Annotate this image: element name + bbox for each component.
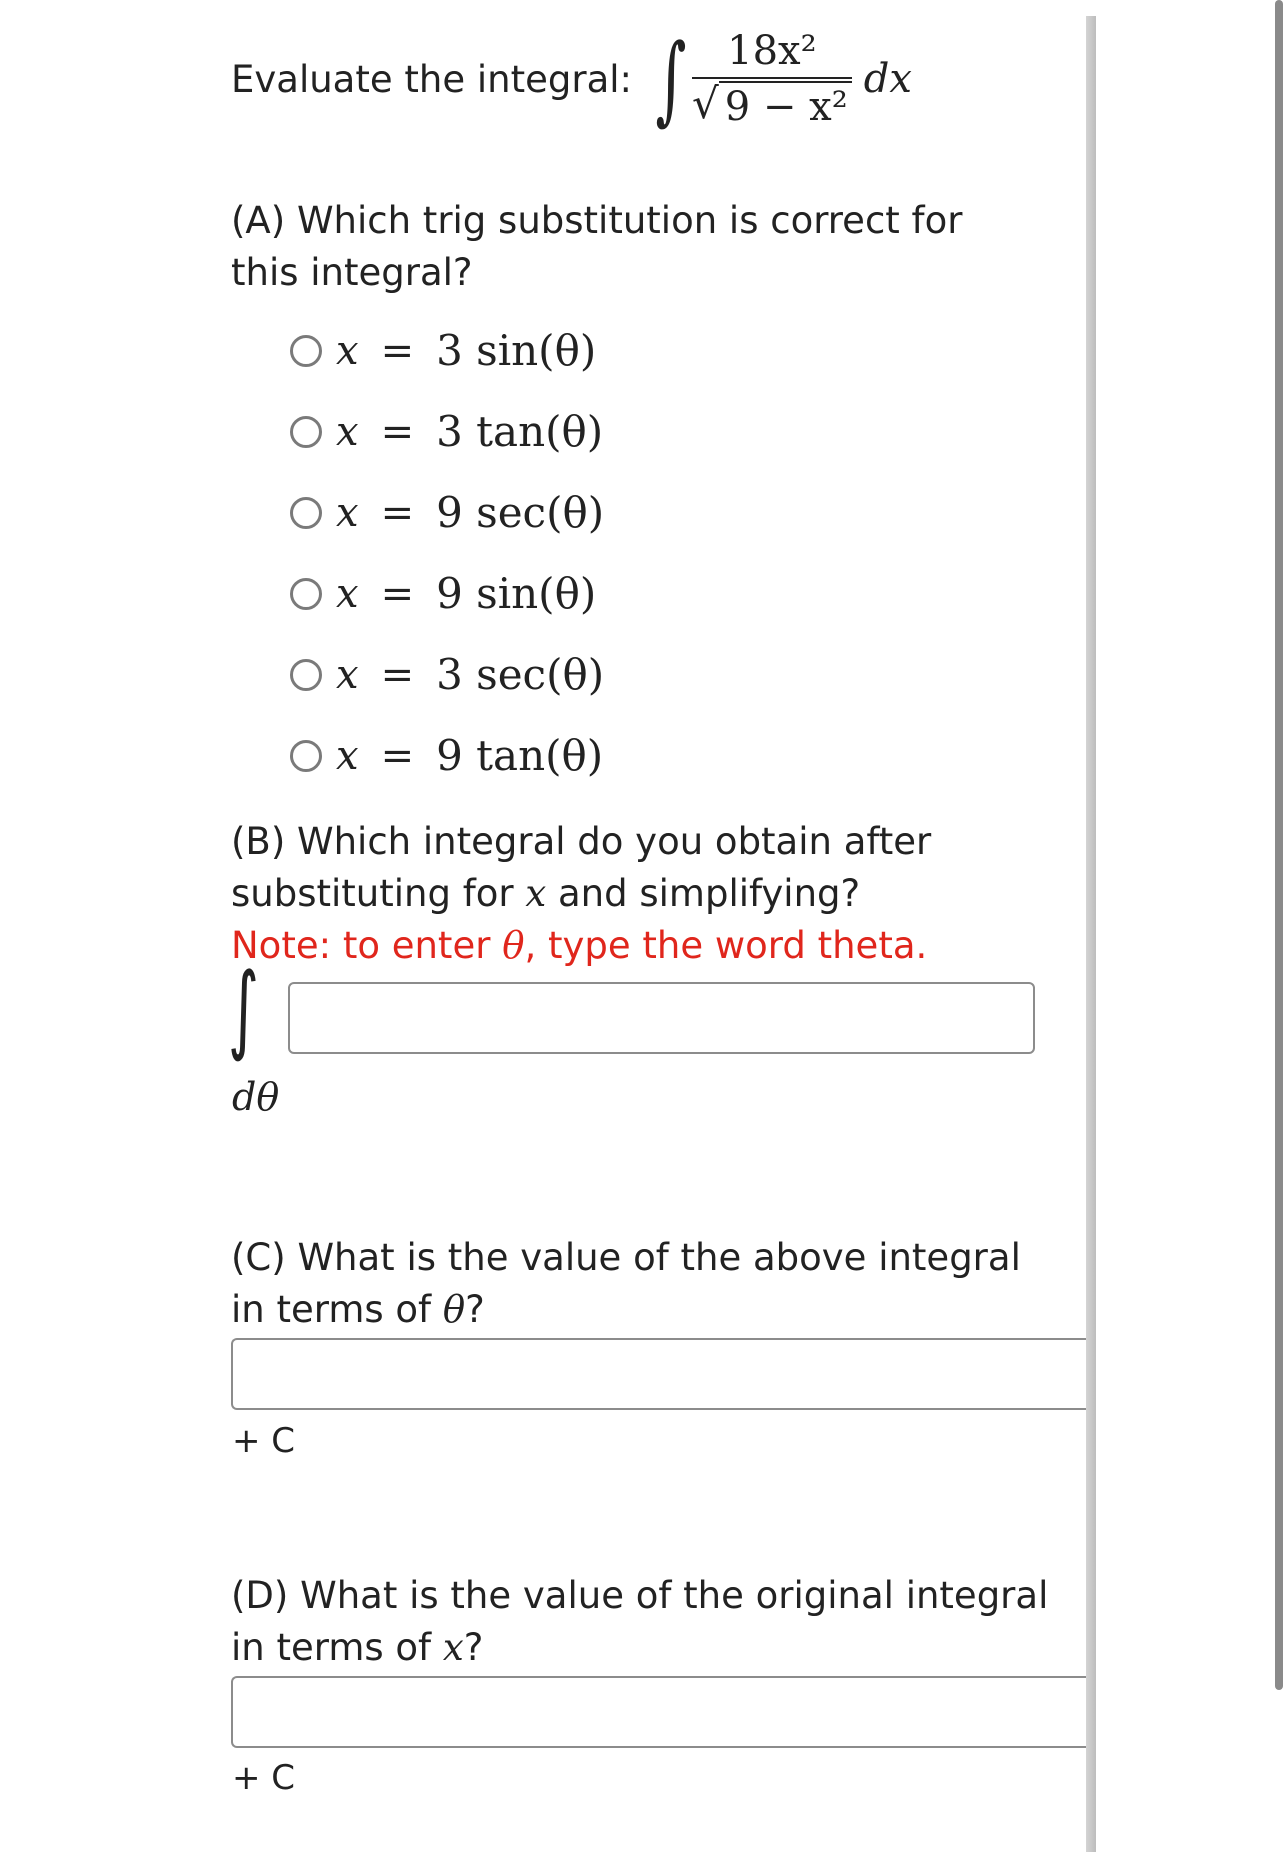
- integral-prompt: [231, 14, 912, 144]
- option-9-sec[interactable]: [290, 472, 690, 553]
- question-c: [231, 1232, 1061, 1336]
- radio-button[interactable]: [290, 497, 322, 529]
- option-expression: 3 tan(θ): [436, 407, 604, 456]
- note-text-start: Note: to enter: [231, 924, 503, 967]
- integrand-input[interactable]: [288, 982, 1035, 1054]
- note-text-end: , type the word theta.: [524, 924, 928, 967]
- question-d-variable: x: [442, 1626, 464, 1669]
- option-3-sec[interactable]: [290, 634, 690, 715]
- integrand-numerator: 18x²: [727, 28, 817, 74]
- option-3-sin[interactable]: [290, 310, 690, 391]
- option-variable: x: [336, 651, 359, 698]
- plus-c-label: + C: [232, 1758, 296, 1798]
- option-variable: x: [336, 489, 359, 536]
- question-d-text-start: (D) What is the value of the original integral in terms of: [231, 1574, 1049, 1669]
- question-b-text-start: (B) Which integral do you obtain after substituting for: [231, 820, 932, 915]
- question-c-text-start: (C) What is the value of the above integral in terms of: [231, 1236, 1021, 1331]
- option-expression: 3 sin(θ): [436, 326, 597, 375]
- radio-button[interactable]: [290, 659, 322, 691]
- equals-sign: =: [380, 570, 415, 617]
- note-theta-symbol: θ: [502, 924, 525, 967]
- plus-c-label: + C: [232, 1421, 296, 1461]
- question-a: (A) Which trig substitution is correct for this integral?: [231, 199, 963, 294]
- equals-sign: =: [380, 327, 415, 374]
- radio-button[interactable]: [290, 578, 322, 610]
- integral-sign-icon: ∫: [655, 23, 687, 135]
- radio-button[interactable]: [290, 335, 322, 367]
- equals-sign: =: [380, 651, 415, 698]
- question-c-variable: θ: [442, 1288, 466, 1331]
- option-3-tan[interactable]: [290, 391, 690, 472]
- option-variable: x: [336, 327, 359, 374]
- scrollbar-thumb[interactable]: [1275, 0, 1283, 1690]
- option-variable: x: [336, 570, 359, 617]
- square-root-icon: √: [692, 79, 719, 128]
- option-expression: 9 sin(θ): [436, 569, 597, 618]
- option-expression: 3 sec(θ): [436, 650, 605, 699]
- differential-dtheta: dθ: [232, 1075, 280, 1119]
- panel-divider: [1086, 16, 1096, 1852]
- question-b-variable: x: [525, 872, 547, 915]
- option-expression: 9 tan(θ): [436, 731, 604, 780]
- x-answer-input[interactable]: [231, 1676, 1091, 1748]
- differential-dx: dx: [863, 56, 912, 102]
- question-b: [231, 816, 1031, 972]
- option-variable: x: [336, 408, 359, 455]
- theta-note: [231, 924, 927, 967]
- option-expression: 9 sec(θ): [436, 488, 605, 537]
- question-d-text-end: ?: [463, 1626, 484, 1669]
- question-b-text-end: and simplifying?: [546, 872, 861, 915]
- option-variable: x: [336, 732, 359, 779]
- substitution-options: [290, 310, 690, 796]
- radio-button[interactable]: [290, 740, 322, 772]
- integrand-radicand: 9 − x²: [719, 81, 852, 129]
- equals-sign: =: [380, 732, 415, 779]
- theta-answer-input[interactable]: [231, 1338, 1091, 1410]
- integral-sign-icon: ∫: [228, 952, 260, 1064]
- integrand-fraction: [692, 29, 852, 129]
- radio-button[interactable]: [290, 416, 322, 448]
- question-d: [231, 1570, 1061, 1674]
- option-9-sin[interactable]: [290, 553, 690, 634]
- equals-sign: =: [380, 489, 415, 536]
- integrand-denominator: [692, 79, 852, 129]
- prompt-label: Evaluate the integral:: [231, 57, 632, 101]
- question-c-text-end: ?: [465, 1288, 485, 1331]
- equals-sign: =: [380, 408, 415, 455]
- option-9-tan[interactable]: [290, 715, 690, 796]
